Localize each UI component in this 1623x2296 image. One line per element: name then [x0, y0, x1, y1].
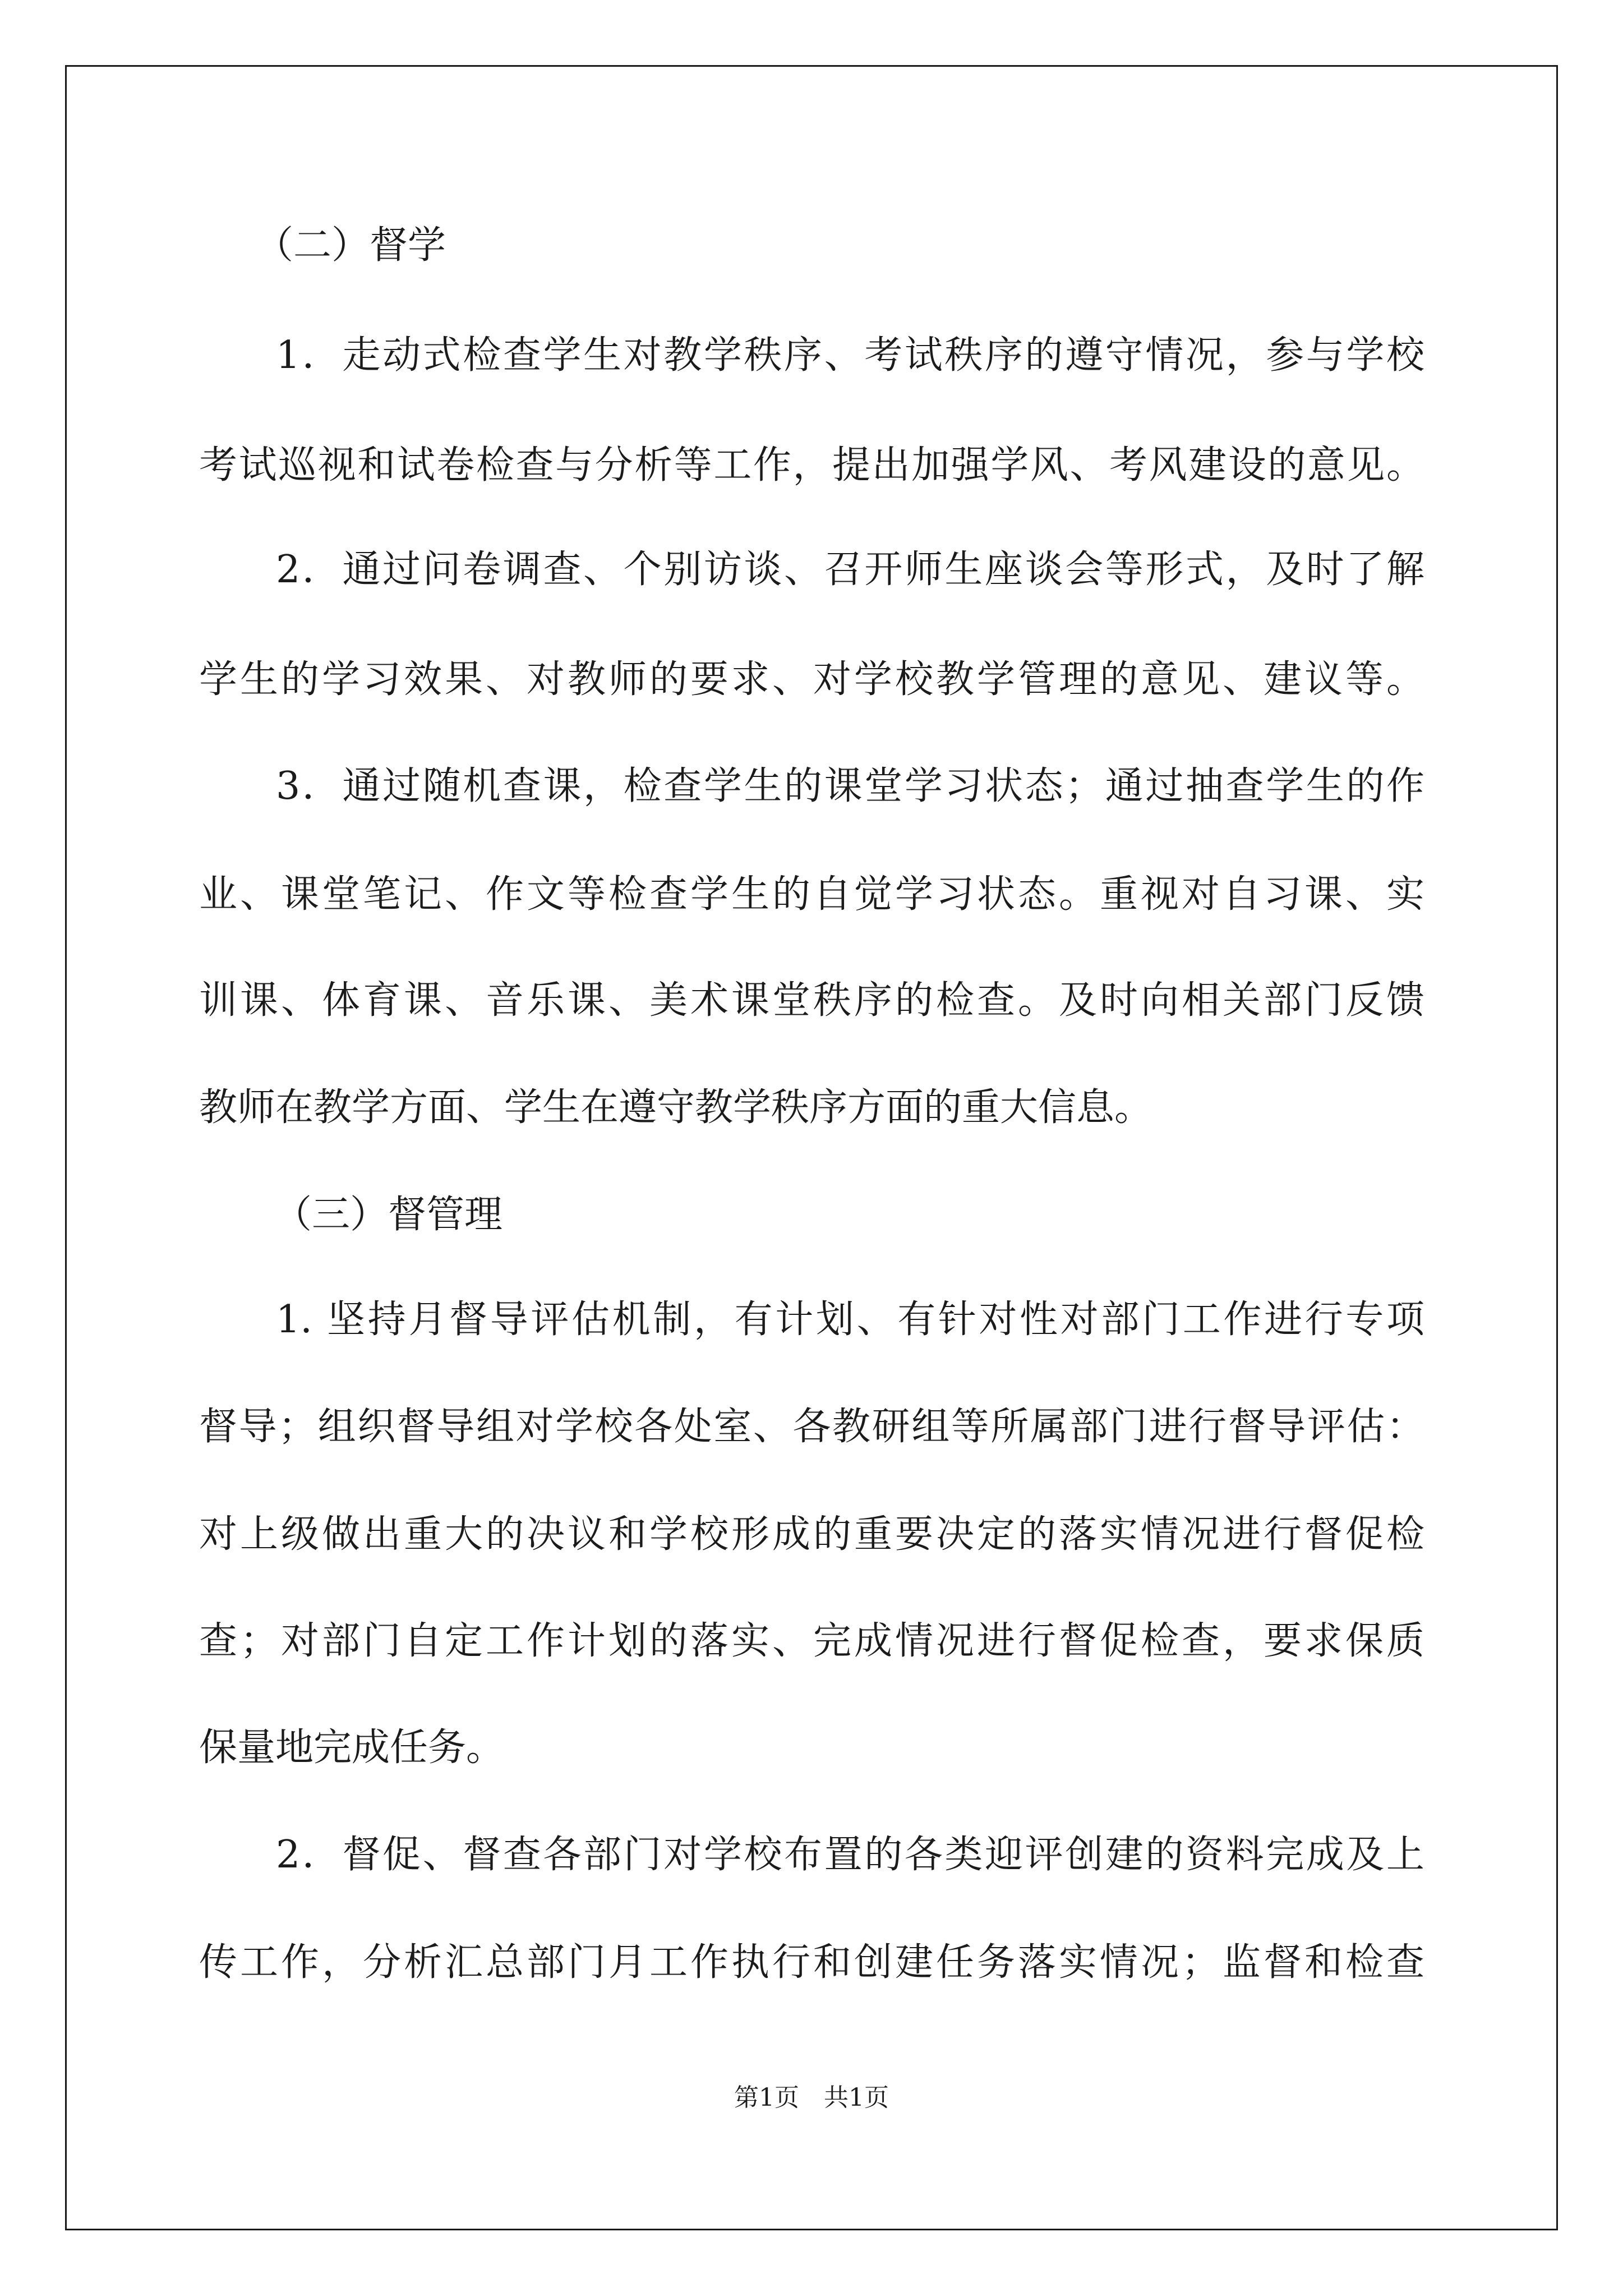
paragraph-line: 保量地完成任务。: [199, 1726, 505, 1770]
paragraph-line: 对上级做出重大的决议和学校形成的重要决定的落实情况进行督促检: [199, 1512, 1424, 1557]
page-border: [65, 65, 1558, 2230]
paragraph-line: 2．督促、督查各部门对学校布置的各类迎评创建的资料完成及上: [276, 1833, 1424, 1877]
paragraph-line: 2．通过问卷调查、个别访谈、召开师生座谈会等形式，及时了解: [276, 547, 1424, 592]
paragraph-line: 传工作，分析汇总部门月工作执行和创建任务落实情况；监督和检查: [199, 1940, 1424, 1985]
paragraph-line: 考试巡视和试卷检查与分析等工作，提出加强学风、考风建设的意见。: [199, 443, 1424, 487]
paragraph-line: 学生的学习效果、对教师的要求、对学校教学管理的意见、建议等。: [199, 657, 1424, 702]
paragraph-line: 督导；组织督导组对学校各处室、各教研组等所属部门进行督导评估：: [199, 1405, 1424, 1449]
paragraph-line: 业、课堂笔记、作文等检查学生的自觉学习状态。重视对自习课、实: [199, 872, 1424, 917]
page-footer: 第1页 共1页: [734, 2083, 889, 2112]
paragraph-line: 查；对部门自定工作计划的落实、完成情况进行督促检查，要求保质: [199, 1619, 1424, 1663]
paragraph-line: 1. 坚持月督导评估机制，有计划、有针对性对部门工作进行专项: [276, 1297, 1424, 1342]
paragraph-line: 1．走动式检查学生对教学秩序、考试秩序的遵守情况，参与学校: [276, 333, 1424, 378]
paragraph-line: 训课、体育课、音乐课、美术课堂秩序的检查。及时向相关部门反馈: [199, 978, 1424, 1023]
paragraph-line: 教师在教学方面、学生在遵守教学秩序方面的重大信息。: [199, 1085, 1153, 1130]
section-heading-supervise-management: （三）督管理: [274, 1193, 503, 1237]
paragraph-line: 3．通过随机查课，检查学生的课堂学习状态；通过抽查学生的作: [276, 764, 1424, 808]
section-heading-supervise-study: （二）督学: [255, 223, 446, 268]
